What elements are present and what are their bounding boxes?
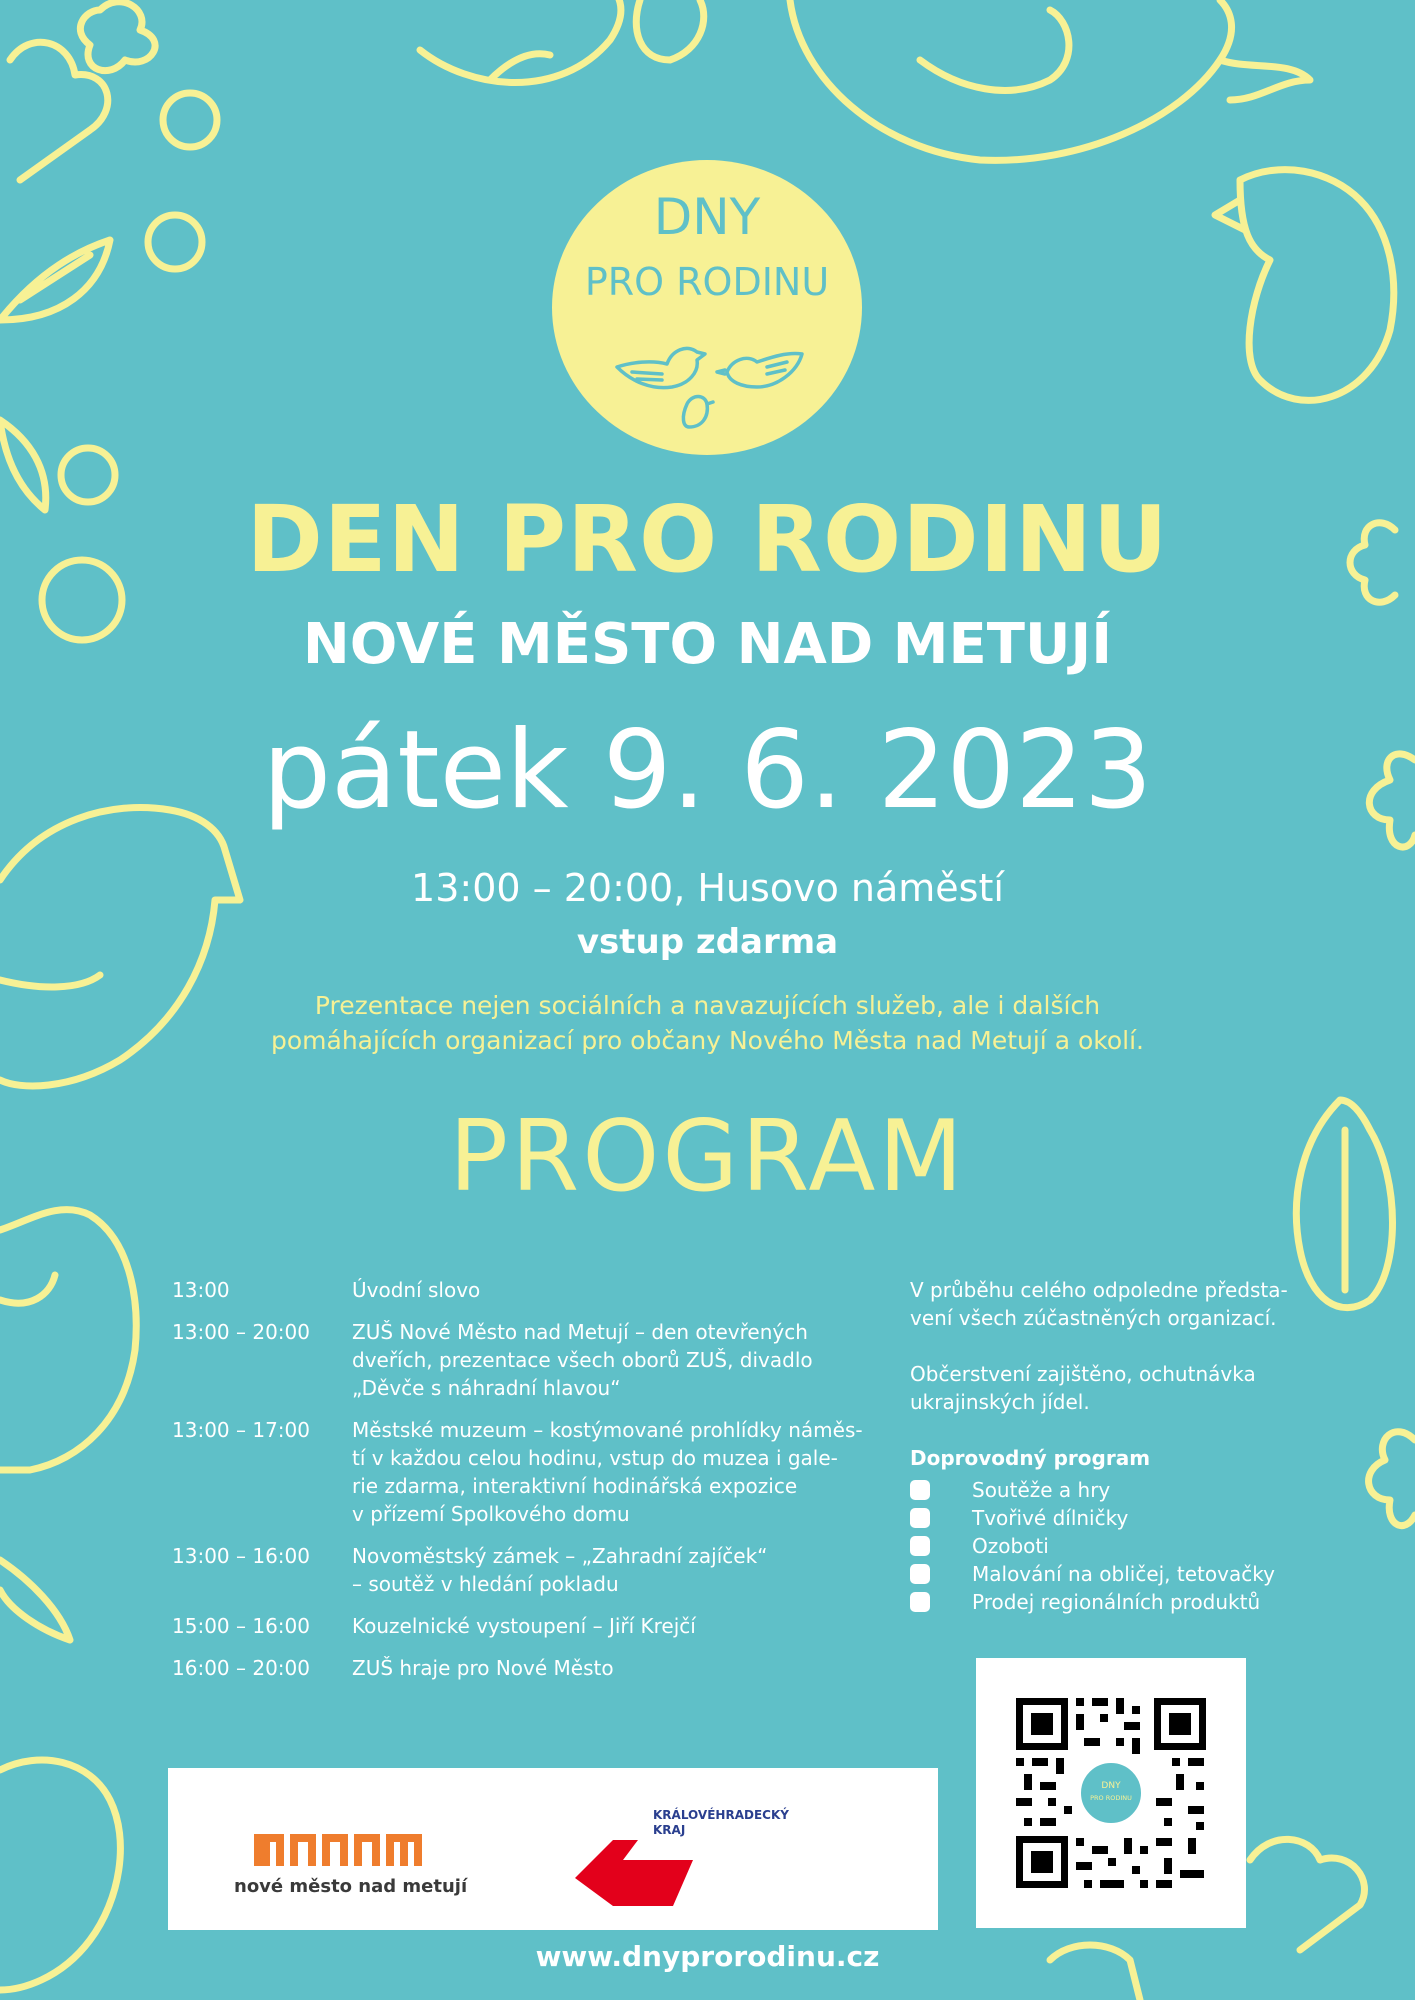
region-emblem-icon bbox=[573, 1838, 703, 1908]
schedule-line: Kouzelnické vystoupení – Jiří Krejčí bbox=[352, 1614, 696, 1638]
program-schedule bbox=[172, 1276, 872, 1696]
bird-doodle bbox=[636, 0, 704, 60]
schedule-line: ZUŠ hraje pro Nové Město bbox=[352, 1656, 614, 1680]
region-logo-line: KRAJ bbox=[653, 1823, 686, 1837]
list-item-label: Prodej regionálních produktů bbox=[972, 1590, 1261, 1614]
logo-subtitle: PRO RODINU bbox=[584, 260, 830, 304]
leaf-doodle bbox=[0, 240, 110, 320]
schedule-line: tí v každou celou hodinu, vstup do muzea i gale- bbox=[352, 1446, 838, 1470]
town-logo bbox=[234, 1820, 468, 1900]
schedule-line: rie zdarma, interaktivní hodinářská expozice bbox=[352, 1474, 798, 1498]
list-item-label: Ozoboti bbox=[972, 1534, 1049, 1558]
circle-doodle bbox=[163, 93, 217, 147]
qr-logo-line: DNY bbox=[1101, 1781, 1121, 1791]
list-item-label: Soutěže a hry bbox=[972, 1478, 1111, 1502]
flower-doodle bbox=[80, 2, 155, 71]
schedule-description bbox=[352, 1542, 872, 1598]
list-item bbox=[910, 1532, 1310, 1560]
schedule-row bbox=[172, 1416, 872, 1528]
checkbox-square-icon bbox=[910, 1564, 930, 1584]
schedule-time: 13:00 – 16:00 bbox=[172, 1544, 310, 1568]
event-time-place: 13:00 – 20:00, Husovo náměstí bbox=[411, 866, 1004, 910]
heart-doodle bbox=[1250, 1839, 1364, 1950]
schedule-time: 15:00 – 16:00 bbox=[172, 1614, 310, 1638]
checkbox-square-icon bbox=[910, 1508, 930, 1528]
circle-doodle bbox=[148, 215, 202, 269]
side-info bbox=[910, 1276, 1310, 1616]
description-line: pomáhajících organizací pro občany Nového Města nad Metují a okolí. bbox=[271, 1026, 1144, 1055]
schedule-time: 13:00 – 17:00 bbox=[172, 1418, 310, 1442]
side-line: vení všech zúčastněných organizací. bbox=[910, 1306, 1277, 1330]
accompanying-program-heading: Doprovodný program bbox=[910, 1446, 1151, 1470]
schedule-line: dveřích, prezentace všech oborů ZUŠ, divadlo bbox=[352, 1348, 813, 1372]
schedule-row bbox=[172, 1318, 872, 1402]
qr-code[interactable] bbox=[976, 1658, 1246, 1928]
town-logo-text: nové město nad metují bbox=[234, 1876, 468, 1897]
birds-icon bbox=[607, 332, 807, 432]
schedule-line: „Děvče s náhradní hlavou“ bbox=[352, 1376, 621, 1400]
region-logo-line: KRÁLOVÉHRADECKÝ bbox=[653, 1808, 789, 1822]
schedule-description bbox=[352, 1276, 872, 1304]
description-line: Prezentace nejen sociálních a navazujících služeb, ale i dalších bbox=[314, 991, 1101, 1020]
region-logo-text bbox=[653, 1808, 789, 1838]
list-item bbox=[910, 1560, 1310, 1588]
checkbox-square-icon bbox=[910, 1536, 930, 1556]
bird-doodle bbox=[1215, 170, 1394, 401]
event-date: pátek 9. 6. 2023 bbox=[262, 708, 1153, 833]
list-item-label: Malování na obličej, tetovačky bbox=[972, 1562, 1275, 1586]
schedule-row bbox=[172, 1542, 872, 1598]
leaf-doodle bbox=[0, 1560, 70, 1640]
schedule-time: 13:00 – 20:00 bbox=[172, 1320, 310, 1344]
side-line: V průběhu celého odpoledne předsta- bbox=[910, 1278, 1288, 1302]
schedule-description bbox=[352, 1612, 872, 1640]
website-link[interactable]: www.dnyprorodinu.cz bbox=[535, 1940, 880, 1973]
event-description bbox=[220, 988, 1195, 1058]
schedule-line: – soutěž v hledání pokladu bbox=[352, 1572, 619, 1596]
side-line: Občerstvení zajištěno, ochutnávka bbox=[910, 1362, 1256, 1386]
nmnm-logo-icon bbox=[254, 1828, 444, 1868]
event-logo bbox=[552, 160, 862, 455]
program-title: PROGRAM bbox=[449, 1100, 966, 1214]
bird-doodle bbox=[790, 0, 1232, 160]
schedule-description bbox=[352, 1318, 872, 1402]
schedule-time: 13:00 bbox=[172, 1278, 230, 1302]
accompanying-program-list bbox=[910, 1476, 1310, 1616]
schedule-time: 16:00 – 20:00 bbox=[172, 1656, 310, 1680]
list-item bbox=[910, 1588, 1310, 1616]
side-paragraph bbox=[910, 1276, 1310, 1332]
bird-doodle bbox=[0, 1275, 55, 1303]
bird-doodle bbox=[920, 10, 1069, 90]
checkbox-square-icon bbox=[910, 1592, 930, 1612]
list-item-label: Tvořivé dílničky bbox=[972, 1506, 1129, 1530]
qr-code-icon bbox=[976, 1658, 1246, 1928]
bird-doodle bbox=[420, 0, 621, 83]
event-entry: vstup zdarma bbox=[576, 922, 839, 962]
schedule-line: Novoměstský zámek – „Zahradní zajíček“ bbox=[352, 1544, 768, 1568]
schedule-description bbox=[352, 1654, 872, 1682]
bird-doodle bbox=[1220, 60, 1310, 100]
checkbox-square-icon bbox=[910, 1480, 930, 1500]
schedule-row bbox=[172, 1654, 872, 1682]
bird-doodle bbox=[0, 1210, 136, 1470]
list-item bbox=[910, 1476, 1310, 1504]
schedule-description bbox=[352, 1416, 872, 1528]
schedule-row bbox=[172, 1612, 872, 1640]
logo-title: DNY bbox=[653, 188, 761, 246]
event-town: NOVÉ MĚSTO NAD METUJÍ bbox=[302, 612, 1113, 677]
schedule-line: ZUŠ Nové Město nad Metují – den otevřených bbox=[352, 1320, 808, 1344]
side-paragraph bbox=[910, 1360, 1310, 1416]
schedule-line: v přízemí Spolkového domu bbox=[352, 1502, 630, 1526]
event-title: DEN PRO RODINU bbox=[246, 486, 1169, 593]
schedule-row bbox=[172, 1276, 872, 1304]
region-logo bbox=[573, 1808, 789, 1898]
qr-logo-line: PRO RODINU bbox=[1090, 1794, 1132, 1802]
schedule-line: Úvodní slovo bbox=[352, 1278, 481, 1302]
schedule-line: Městské muzeum – kostýmované prohlídky náměs- bbox=[352, 1418, 863, 1442]
flower-doodle bbox=[1369, 1432, 1415, 1526]
side-line: ukrajinských jídel. bbox=[910, 1390, 1090, 1414]
sponsor-logos bbox=[168, 1768, 938, 1930]
bird-doodle bbox=[0, 975, 100, 987]
list-item bbox=[910, 1504, 1310, 1532]
